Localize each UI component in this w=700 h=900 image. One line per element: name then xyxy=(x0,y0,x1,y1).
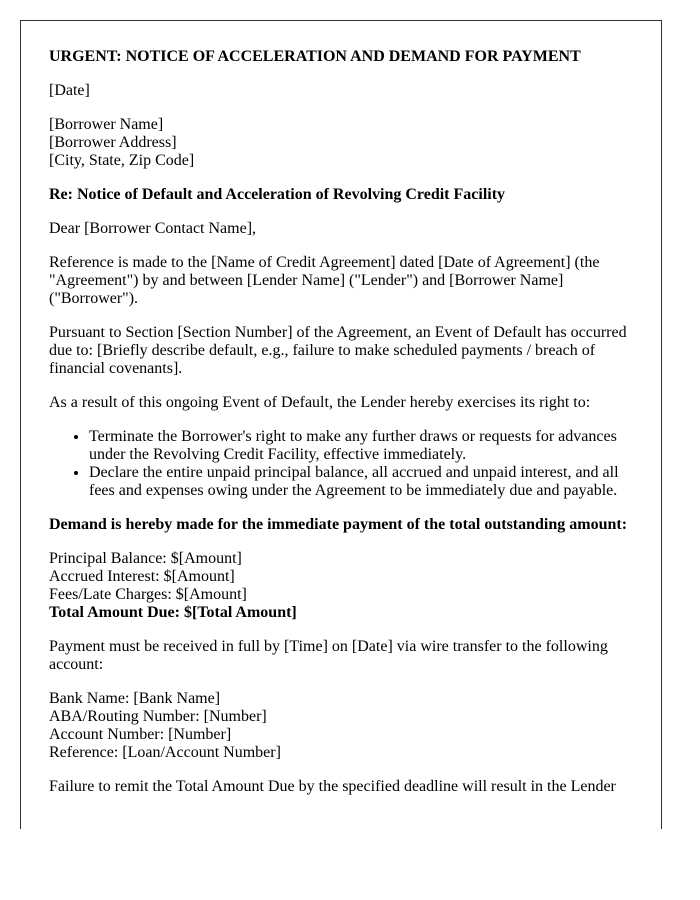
recipient-address-block xyxy=(49,116,633,170)
accrued-interest: Accrued Interest: $[Amount] xyxy=(49,568,235,585)
salutation: Dear [Borrower Contact Name], xyxy=(49,220,257,237)
bank-name: Bank Name: [Bank Name] xyxy=(49,690,221,707)
account-number: Account Number: [Number] xyxy=(49,726,232,743)
letter-document xyxy=(20,20,662,829)
rights-list-item: • Terminate the Borrower's right to make any further draws or requests for advances under the Revolving Credit Facility, effective immediately. xyxy=(89,428,633,464)
demand-heading: Demand is hereby made for the immediate payment of the total outstanding amount: xyxy=(49,516,628,533)
routing-number: ABA/Routing Number: [Number] xyxy=(49,708,267,725)
total-amount-due: Total Amount Due: $[Total Amount] xyxy=(49,604,297,621)
payment-reference: Reference: [Loan/Account Number] xyxy=(49,744,281,761)
principal-balance: Principal Balance: $[Amount] xyxy=(49,550,242,567)
recipient-address: [Borrower Address] xyxy=(49,134,177,151)
reference-paragraph: Reference is made to the [Name of Credit Agreement] dated [Date of Agreement] (the "Agreement") by and between [Lender Name] ("Lender") and [Borrower Name] ("Borrower"). xyxy=(49,254,600,307)
rights-intro-paragraph: As a result of this ongoing Event of Default, the Lender hereby exercises its right to: xyxy=(49,394,591,411)
amounts-block xyxy=(49,550,633,622)
letter-date: [Date] xyxy=(49,82,90,99)
recipient-city-state-zip: [City, State, Zip Code] xyxy=(49,152,195,169)
bank-details-block xyxy=(49,690,633,762)
document-title: URGENT: NOTICE OF ACCELERATION AND DEMAND FOR PAYMENT xyxy=(49,48,581,65)
recipient-name: [Borrower Name] xyxy=(49,116,164,133)
fees-late-charges: Fees/Late Charges: $[Amount] xyxy=(49,586,247,603)
failure-notice-paragraph: Failure to remit the Total Amount Due by the specified deadline will result in the Lender xyxy=(49,778,616,795)
payment-instructions: Payment must be received in full by [Time] on [Date] via wire transfer to the following account: xyxy=(49,638,608,673)
rights-list xyxy=(49,428,633,500)
default-paragraph: Pursuant to Section [Section Number] of the Agreement, an Event of Default has occurred due to: [Briefly describe default, e.g., failure to make scheduled payments / breach of financial covenants]. xyxy=(49,324,627,377)
subject-line: Re: Notice of Default and Acceleration of Revolving Credit Facility xyxy=(49,186,506,203)
rights-list-item: • Declare the entire unpaid principal balance, all accrued and unpaid interest, and all fees and expenses owing under the Agreement to be immediately due and payable. xyxy=(89,464,633,500)
